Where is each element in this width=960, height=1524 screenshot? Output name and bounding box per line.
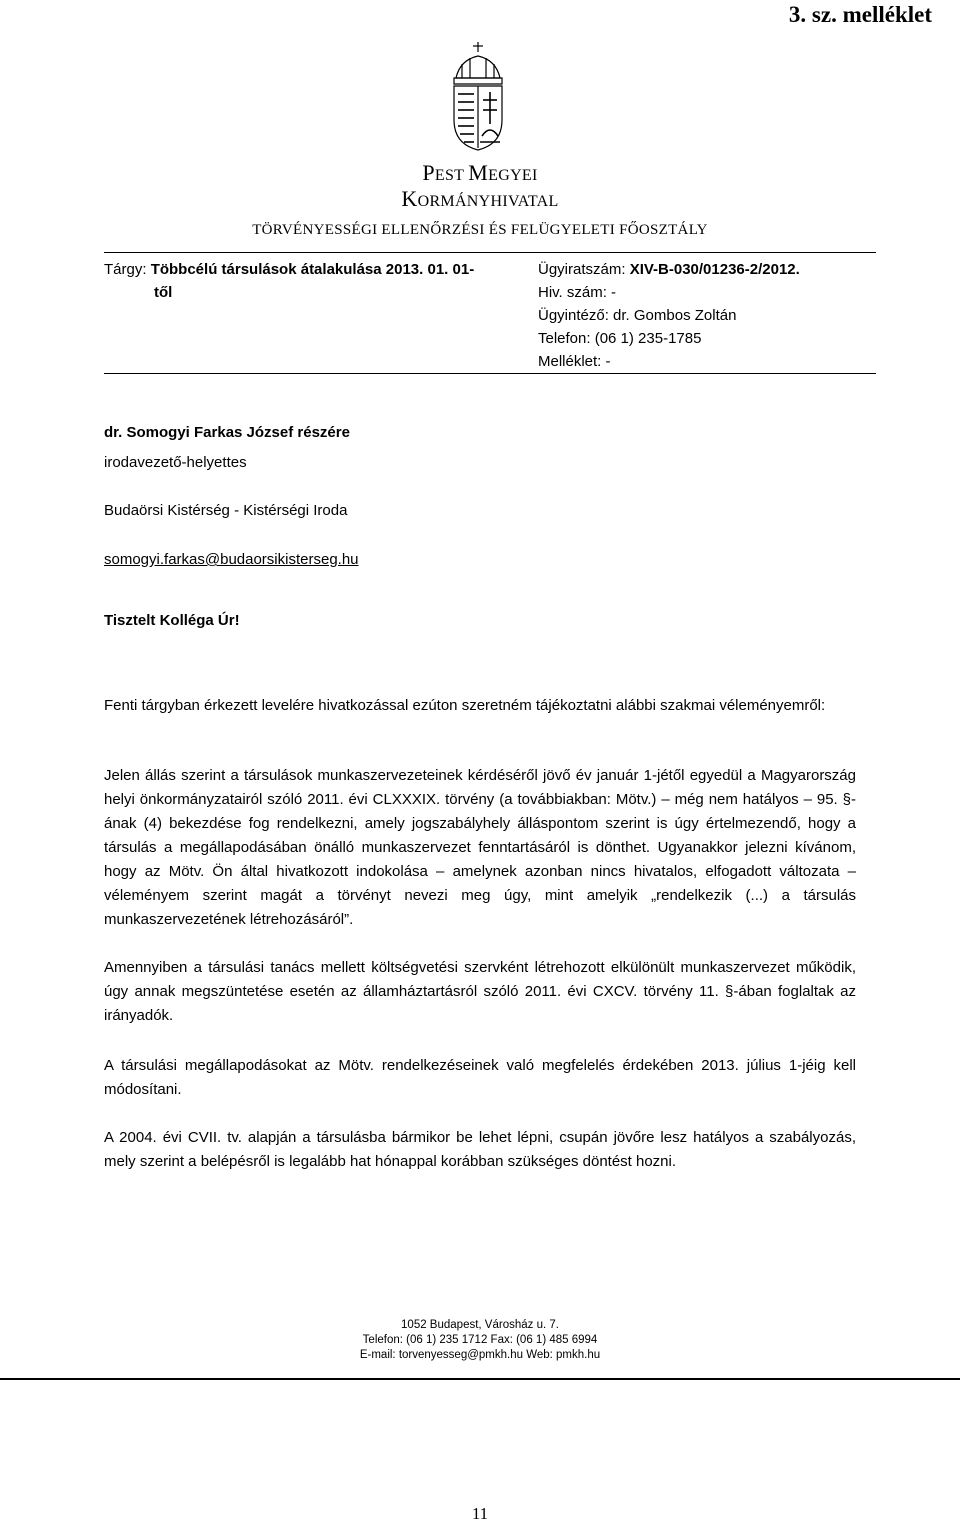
org-name-line1: PEST MEGYEI (422, 160, 538, 185)
subject-block: Tárgy: Többcélú társulások átalakulása 2013. 01. 01- től (104, 258, 514, 304)
addressee-title: irodavezető-helyettes (104, 454, 247, 471)
page-bottom-divider (0, 1378, 960, 1380)
footer-email-web: E-mail: torvenyesseg@pmkh.hu Web: pmkh.hu (359, 1349, 601, 1361)
subject-value-cont: től (154, 284, 173, 301)
footer-address: 1052 Budapest, Városház u. 7. (401, 1319, 559, 1331)
footer-contact (0, 1318, 960, 1363)
attachment: Melléklet: - (538, 353, 611, 370)
ref-number: Hiv. szám: - (538, 284, 617, 301)
page-number: 11 (471, 1504, 489, 1523)
officer: Ügyintéző: dr. Gombos Zoltán (538, 307, 737, 324)
addressee-org: Budaörsi Kistérség - Kistérségi Iroda (104, 502, 348, 519)
annex-label: 3. sz. melléklet (788, 2, 932, 27)
file-number: XIV-B-030/01236-2/2012. (629, 261, 800, 278)
addressee-name: dr. Somogyi Farkas József részére (104, 424, 350, 441)
officer-phone: Telefon: (06 1) 235-1785 (538, 330, 702, 347)
coat-of-arms-icon (440, 40, 516, 152)
footer-phone-fax: Telefon: (06 1) 235 1712 Fax: (06 1) 485 6994 (362, 1334, 598, 1346)
subject-value: Többcélú társulások átalakulása 2013. 01. 01- (150, 261, 475, 278)
paragraph-5: A 2004. évi CVII. tv. alapján a társulásba bármikor be lehet lépni, csupán jövőre lesz hatályos a szabályozás, mely szerint a belépésről is legalább hat hónappal korábban szükséges döntést hozni. (104, 1129, 856, 1170)
paragraph-3: Amennyiben a társulási tanács mellett költségvetési szervként létrehozott elkülönült munkaszervezet működik, úgy annak megszüntetése esetén az államháztartásról szóló 2011. évi CXCV. törvény 11. §-ában foglaltak az irányadók. (104, 959, 856, 1024)
org-name-line2: KORMÁNYHIVATAL (401, 186, 559, 211)
header-divider (104, 252, 876, 253)
salutation: Tisztelt Kolléga Úr! (104, 612, 240, 629)
addressee-email[interactable]: somogyi.farkas@budaorsikisterseg.hu (104, 551, 359, 568)
department-name: TÖRVÉNYESSÉGI ELLENŐRZÉSI ÉS FELÜGYELETI FŐOSZTÁLY (252, 222, 708, 238)
paragraph-1: Fenti tárgyban érkezett levelére hivatkozással ezúton szeretném tájékoztatni alábbi szakmai véleményemről: (104, 697, 826, 714)
paragraph-4: A társulási megállapodásokat az Mötv. rendelkezéseinek való megfelelés érdekében 2013. július 1-jéig kell módosítani. (104, 1057, 856, 1098)
meta-divider (104, 373, 876, 374)
reference-block: Ügyiratszám: XIV-B-030/01236-2/2012. Hiv. szám: - Ügyintéző: dr. Gombos Zoltán Telefon: (06 1) 235-1785 Melléklet: - (538, 258, 878, 373)
paragraph-2: Jelen állás szerint a társulások munkaszervezeteinek kérdéséről jövő év január 1-jétől egyedül a Magyarország helyi önkormányzatairól szóló 2011. évi CLXXXIX. törvény (a továbbiakban: Mötv.) – még nem hatályos – 95. §-ának (4) bekezdése fog rendelkezni, amely jogszabályhely álláspontom szerint is úgy értelmezendő, hogy a társulás a megállapodásában önálló munkaszervezet fenntartásáról is dönthet. Ugyanakkor jelezni kívánom, hogy az Mötv. Ön által hivatkozott indokolása – amelynek azonban nincs hivatalos, elfogadott változata – véleményem szerint magát a törvényt nevezi meg úgy, mint amelyik „rendelkezik (...) a társulás munkaszervezetének létrehozásáról”. (104, 767, 856, 928)
